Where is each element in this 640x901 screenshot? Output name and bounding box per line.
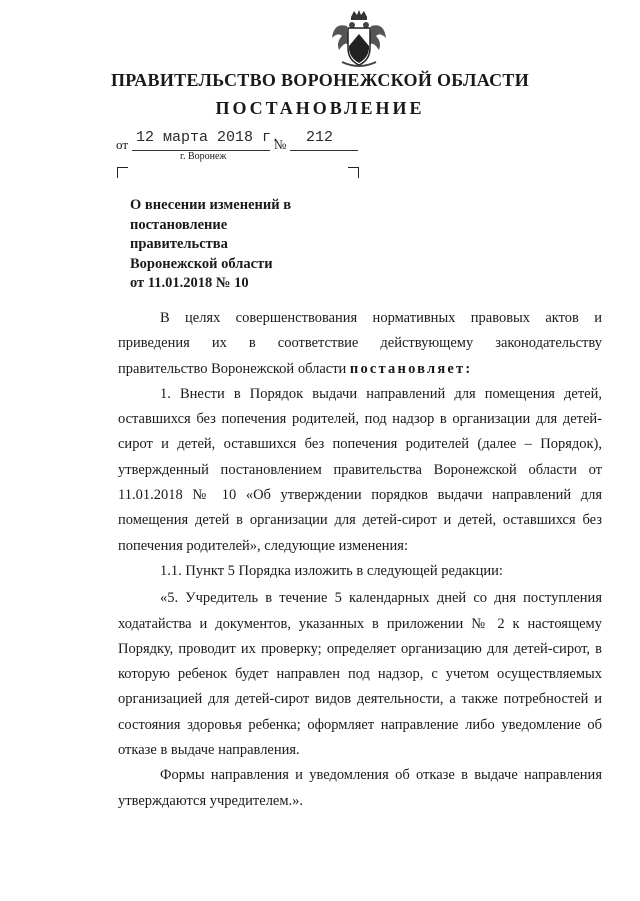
document-type: ПОСТАНОВЛЕНИЕ: [215, 98, 425, 118]
resolves-word: постановляет:: [349, 360, 473, 377]
decree-date: 12 марта 2018 г.: [136, 129, 281, 146]
subject-line: постановление: [130, 216, 228, 233]
government-name: ПРАВИТЕЛЬСТВО ВОРОНЕЖСКОЙ ОБЛАСТИ: [110, 70, 530, 90]
date-prefix: от: [116, 137, 129, 152]
corner-mark-left: [117, 167, 128, 178]
number-underline: [290, 150, 358, 151]
forms-paragraph: Формы направления и уведомления об отказе в выдаче направления утверждаются учредителем.».: [118, 767, 602, 809]
city: г. Воронеж: [180, 151, 227, 162]
number-prefix: №: [274, 137, 287, 152]
clause-1-1: 1.1. Пункт 5 Порядка изложить в следующей редакции:: [160, 562, 503, 579]
coat-of-arms-icon: [330, 8, 388, 70]
preamble-text: В целях совершенствования нормативных правовых актов и приведения их в соответствие действующему законодательству правительство Воронежской области: [118, 310, 602, 377]
decree-subject: [130, 196, 291, 294]
subject-line: от 11.01.2018 № 10: [130, 275, 249, 291]
corner-mark-right: [348, 167, 359, 178]
clause-5-quote: «5. Учредитель в течение 5 календарных дней со дня поступления ходатайства и документов, указанных в приложении № 2 к настоящему Порядку, проводит их проверку; определяет организацию для детей-сирот, в которую ребенок будет направлен под надзор, с учетом осуществляемых организацией для детей-сирот видов деятельности, а также потребностей и состояния здоровья ребенка; оформляет направление либо уведомление об отказе в выдаче направления.: [118, 590, 602, 759]
subject-line: правительства: [130, 236, 228, 252]
clause-1: 1. Внести в Порядок выдачи направлений для помещения детей, оставшихся без попечения родителей, под надзор в организации для детей-сирот и детей, оставшихся без попечения родителей (далее – Порядок), утвержденный постановлением правительства Воронежской области от 11.01.2018 № 10 «Об утверждении порядков выдачи направлений для помещения детей в организации для детей-сирот и детей, оставшихся без попечения родителей», следующие изменения:: [118, 385, 602, 554]
decree-body: [118, 306, 602, 814]
preamble-paragraph: [118, 306, 602, 382]
subject-line: О внесении изменений в: [130, 197, 292, 213]
decree-number: 212: [306, 129, 334, 146]
subject-line: Воронежской области: [130, 255, 273, 272]
